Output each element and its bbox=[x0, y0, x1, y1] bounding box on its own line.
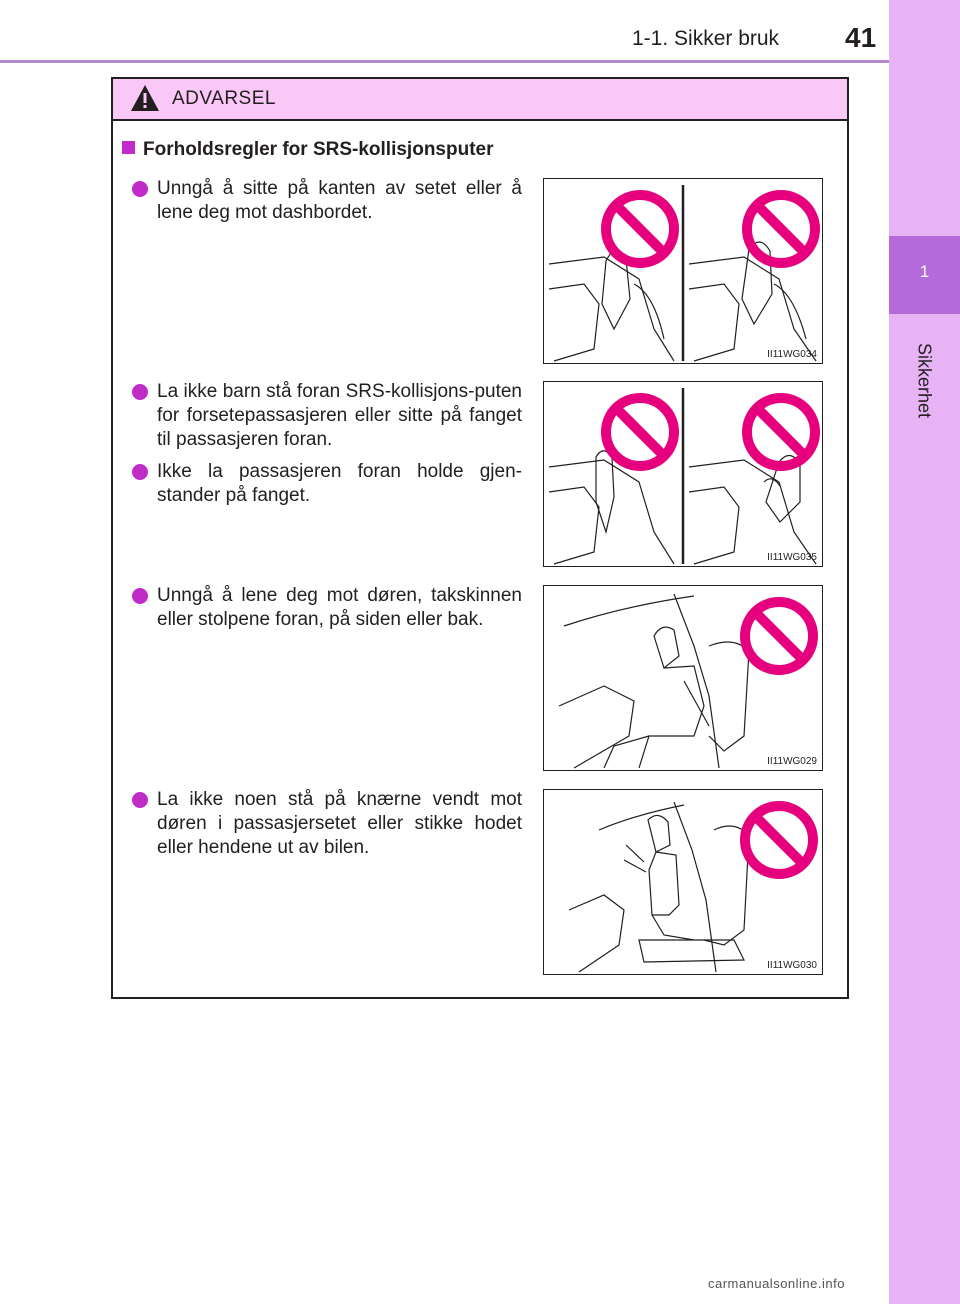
chapter-number-tab[interactable]: 1 bbox=[889, 236, 960, 314]
bullet-icon bbox=[132, 588, 148, 604]
chapter-label: Sikkerhet bbox=[914, 342, 935, 419]
warning-item-text: La ikke barn stå foran SRS-kollisjons-puten for forsetepassasjeren eller sitte på fanget til passasjeren foran. bbox=[157, 381, 522, 450]
warning-box bbox=[111, 77, 849, 999]
prohibited-icon bbox=[606, 195, 674, 263]
warning-triangle-icon bbox=[130, 84, 160, 112]
warning-header bbox=[113, 79, 847, 121]
prohibited-icon bbox=[745, 806, 813, 874]
car-interior-illustration bbox=[544, 382, 822, 566]
section-heading bbox=[122, 139, 494, 161]
car-interior-illustration bbox=[544, 179, 822, 363]
figure-code: II11WG030 bbox=[767, 960, 817, 971]
warning-item bbox=[132, 177, 522, 225]
header-section-title: 1-1. Sikker bruk bbox=[632, 27, 780, 50]
prohibited-icon bbox=[747, 398, 815, 466]
section-heading-text: Forholdsregler for SRS-kollisjonsputer bbox=[143, 139, 494, 160]
page-number: 41 bbox=[845, 22, 877, 53]
watermark-text: carmanualsonline.info bbox=[708, 1276, 845, 1291]
warning-item bbox=[132, 584, 522, 632]
warning-item-text: Ikke la passasjeren foran holde gjen-stander på fanget. bbox=[157, 461, 522, 506]
illustration-kneeling-seat bbox=[543, 789, 823, 975]
header-divider bbox=[0, 60, 889, 63]
warning-item bbox=[132, 380, 522, 452]
bullet-icon bbox=[132, 181, 148, 197]
figure-code: II11WG035 bbox=[767, 552, 817, 563]
car-interior-illustration bbox=[544, 790, 822, 974]
warning-item-text: Unngå å lene deg mot døren, takskinnen eller stolpene foran, på siden eller bak. bbox=[157, 585, 522, 630]
chapter-side-tab bbox=[889, 0, 960, 1304]
square-bullet-icon bbox=[122, 141, 135, 154]
bullet-icon bbox=[132, 384, 148, 400]
bullet-icon bbox=[132, 792, 148, 808]
figure-code: II11WG029 bbox=[767, 756, 817, 767]
illustration-leaning-door bbox=[543, 585, 823, 771]
prohibited-icon bbox=[606, 398, 674, 466]
warning-title: ADVARSEL bbox=[172, 88, 276, 109]
warning-item bbox=[132, 788, 522, 860]
prohibited-icon bbox=[745, 602, 813, 670]
illustration-child-standing bbox=[543, 381, 823, 567]
warning-item-text: La ikke noen stå på knærne vendt mot døren i passasjersetet eller stikke hodet eller hendene ut av bilen. bbox=[157, 789, 522, 858]
warning-item bbox=[132, 460, 522, 508]
prohibited-icon bbox=[747, 195, 815, 263]
car-interior-illustration bbox=[544, 586, 822, 770]
illustration-sitting-edge bbox=[543, 178, 823, 364]
warning-item-text: Unngå å sitte på kanten av setet eller å lene deg mot dashbordet. bbox=[157, 178, 522, 223]
figure-code: II11WG034 bbox=[767, 349, 817, 360]
bullet-icon bbox=[132, 464, 148, 480]
